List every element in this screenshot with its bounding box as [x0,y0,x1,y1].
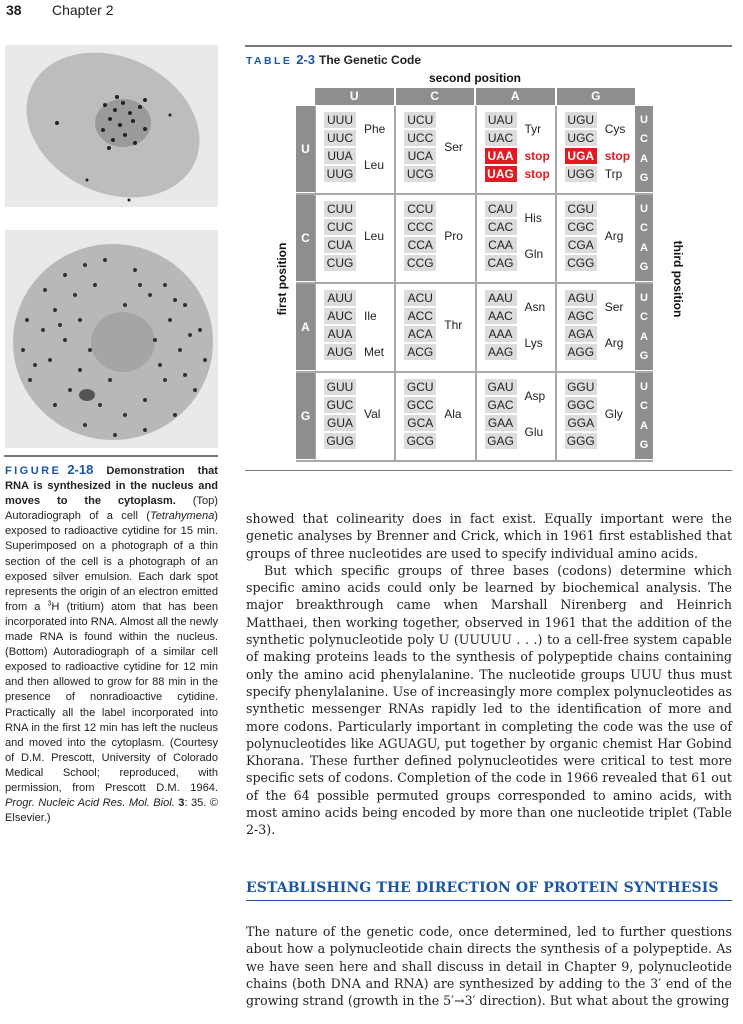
first-position-base: A [296,284,315,371]
codon: CGC [565,219,597,235]
third-position-bases [635,195,653,282]
amino-acid-label: Cys [604,122,626,136]
caption-text: (tritium) atom that has been incorporated into RNA. Almost all the newly made RNA is found within the nucleus. (Bottom) Autoradiograph of a similar cell exposed to radioactive cytidine for 12 min and then allowed to grow for 88 min in the presence of nonradioactive cytidine. Practically all the label incorporated into RNA in the first 12 min has left the nucleus and moved into the cytoplasm. (Courtesy of D.M. Prescott, University of Colorado Medical School; reproduced, with permission, from Prescott D.M. 1964. [5,600,218,794]
col-head-u: U [315,88,396,105]
amino-acid-label: Ser [444,140,463,154]
amino-acid-label: Arg [604,336,624,350]
page-header [6,2,114,24]
codon: UCU [404,112,436,128]
third-position-base: U [640,202,648,215]
figure-number: 2-18 [67,462,94,477]
paragraph: showed that colinearity does in fact exist. Equally important were the genetic analyses by Brenner and Crick, which in 1961 first established that groups of three nucleotides are used to specify individual amino acids. [246,511,732,561]
third-position-base: C [640,133,648,146]
codon: UGU [565,112,597,128]
codon: AUU [324,290,356,306]
codon: ACA [404,326,436,342]
first-position-base: U [296,106,315,193]
paragraph: The nature of the genetic code, once determined, led to further questions about how a polynucleotide chain directs the synthesis of a polypeptide. As we have seen here and shall discuss in detail in Chapter 9, polynucleotide chains (both DNA and RNA) are synthesized by adding to the 3′ end of the growing strand (growth in the 5′→3′ direction). But what about the growing [246,924,732,1009]
codon: CGU [565,201,597,217]
page-number: 38 [6,2,22,18]
caption-organism: Tetrahymena [149,510,215,523]
amino-acid-label: Asn [524,300,546,314]
col-head-a: A [476,88,557,105]
codon: CUG [324,255,356,271]
codon: GGA [565,415,597,431]
codon: UAC [485,130,517,146]
codon: CAG [485,255,517,271]
codon: GAA [485,415,517,431]
third-position-base: U [640,113,648,126]
codon-cell [557,195,635,282]
codon-row [296,284,653,373]
codon-cell [557,373,635,460]
codon: GAG [485,433,517,449]
amino-acid-label: Ser [604,300,624,314]
codon: AUA [324,326,356,342]
codon: UCA [404,148,436,164]
amino-acid-label: Leu [364,158,385,172]
codon: UUG [324,166,356,182]
codon-cell [477,284,557,371]
codon: AUC [324,308,356,324]
isotope-symbol: H [51,600,60,613]
codon: GUG [324,433,356,449]
codon-cell [557,284,635,371]
third-position-label: third position [671,240,685,318]
codon: CCG [404,255,436,271]
codon: AUG [324,344,356,360]
codon-cell [396,284,476,371]
codon: GGC [565,397,597,413]
codon: ACG [404,344,436,360]
codon: AAA [485,326,517,342]
amino-acid-label: Lys [524,336,543,350]
codon: UCC [404,130,436,146]
caption-text: : 35. © Elsevier.) [5,797,218,825]
figure-title: Demonstration that RNA is synthesized in the nucleus and moves to the cytoplasm. [5,465,218,508]
caption-text: ) exposed to radioactive cytidine for 15 min. Superimposed on a photograph of a thin section of the cell is a photograph of an exposed silver emulsion. Each dark spot represents the origin of an electron emitted from a [5,510,218,613]
third-position-base: A [640,330,648,343]
stop-codon: UGA [565,148,597,164]
codon: AAC [485,308,517,324]
codon: AGC [565,308,597,324]
col-head-c: C [396,88,477,105]
codon: GCG [404,433,436,449]
third-position-bases [635,284,653,371]
stop-codon: UAG [485,166,517,182]
codon: CUA [324,237,356,253]
amino-acid-label: Gln [524,247,544,261]
first-position-label: first position [275,242,289,316]
codon: CAA [485,237,517,253]
codon-cell [477,195,557,282]
codon: AGU [565,290,597,306]
paragraph: But which specific groups of three bases (codons) determine which specific amino acids could only be learned by biochemical analysis. The major breakthrough came when Marshall Nirenberg and Heinrich Matthaei, then working together, observed in 1961 that the addition of the synthetic polynucleotide poly U (UUUUU . . .) to a cell-free system capable of making proteins leads to the synthesis of polypeptide chains containing only the amino acid phenylalanine. The nucleotide groups UUU thus must specify phenylalanine. Use of increasingly more complex polynucleotides as synthetic messenger RNAs rapidly led to the identification of more and more codons. Particularly important in completing the code was the use of polynucleotides like AGUAGU, put together by organic chemist Har Gobind Khorana. These further defined polynucleotides were critical to test more specific sets of codons. Completion of the code in 1966 revealed that 61 out of the 64 possible permuted groups corresponded to amino acids, with most amino acids being encoded by more than one nucleotide triplet (Table 2-3). [246,562,732,838]
amino-acid-label: Asp [524,389,546,403]
codon-cell [316,195,396,282]
codon: CCA [404,237,436,253]
codon-cell [557,106,635,193]
stop-label: stop [604,149,631,163]
amino-acid-label: Gly [604,407,623,421]
codon: GAU [485,379,517,395]
codon: CUU [324,201,356,217]
amino-acid-label: Thr [444,318,463,332]
body-text-top [246,510,732,839]
third-position-base: C [640,400,648,413]
codon: CGA [565,237,597,253]
codon: CAC [485,219,517,235]
codon: AAG [485,344,517,360]
codon: UGC [565,130,597,146]
codon-cell [477,373,557,460]
codon: CUC [324,219,356,235]
third-position-bases [635,373,653,460]
genetic-code-grid [296,106,653,462]
amino-acid-label: Ile [364,309,377,323]
figure-rule [4,455,218,457]
codon: AAU [485,290,517,306]
second-position-headers [315,88,635,105]
third-position-base: G [639,350,649,363]
table-number: 2-3 [296,52,316,67]
isotope-mass: 3 [47,600,52,608]
codon-row [296,106,653,195]
codon: AGA [565,326,597,342]
codon: ACU [404,290,436,306]
caption-journal: Progr. Nucleic Acid Res. Mol. Biol. [5,797,175,810]
amino-acid-label: Trp [604,167,623,181]
codon: GUA [324,415,356,431]
codon-cell [316,284,396,371]
codon-row [296,373,653,462]
codon: UCG [404,166,436,182]
figure-caption [5,462,218,826]
chapter-title: Chapter 2 [52,2,114,18]
codon-cell [396,195,476,282]
codon: CGG [565,255,597,271]
codon: GUC [324,397,356,413]
col-head-g: G [557,88,636,105]
third-position-base: G [639,439,649,452]
codon: GCA [404,415,436,431]
body-text-bottom [246,923,732,1009]
third-position-base: G [639,172,649,185]
table-title [246,52,421,67]
amino-acid-label: Arg [604,229,624,243]
amino-acid-label: Met [364,345,385,359]
codon-cell [396,106,476,193]
third-position-base: A [640,419,648,432]
caption-text: (Top) Autoradiograph of a cell ( [5,495,218,523]
codon-row [296,195,653,284]
third-position-base: A [640,241,648,254]
codon: UUC [324,130,356,146]
third-position-base: U [640,380,648,393]
amino-acid-label: Phe [364,122,386,136]
third-position-base: C [640,311,648,324]
codon: CCU [404,201,436,217]
amino-acid-label: Val [364,407,381,421]
third-position-base: G [639,261,649,274]
stop-label: stop [524,167,550,181]
codon: UGG [565,166,597,182]
autoradiograph-bottom [5,230,218,448]
amino-acid-label: Ala [444,407,462,421]
third-position-bases [635,106,653,193]
amino-acid-label: Glu [524,425,544,439]
figure-label: FIGURE [5,465,62,477]
codon: AGG [565,344,597,360]
autoradiograph-top [5,45,218,207]
codon: GCC [404,397,436,413]
codon: GCU [404,379,436,395]
second-position-label: second position [428,71,521,85]
amino-acid-label: Leu [364,229,385,243]
codon: CCC [404,219,436,235]
codon: CAU [485,201,517,217]
third-position-base: U [640,291,648,304]
stop-label: stop [524,149,550,163]
codon: UUA [324,148,356,164]
codon: GUU [324,379,356,395]
first-position-base: G [296,373,315,460]
table-rule-bottom [245,470,732,471]
stop-codon: UAA [485,148,517,164]
third-position-base: A [640,152,648,165]
codon: GAC [485,397,517,413]
codon: GGG [566,434,595,448]
codon: GGU [565,379,597,395]
codon: UUU [324,112,356,128]
table-rule-top [245,45,732,47]
codon: ACC [404,308,436,324]
codon-cell [396,373,476,460]
codon: UAU [485,112,517,128]
amino-acid-label: Pro [444,229,463,243]
first-position-base: C [296,195,315,282]
codon-cell [316,106,396,193]
codon-cell [316,373,396,460]
section-heading: ESTABLISHING THE DIRECTION OF PROTEIN SYNTHESIS [246,880,732,901]
third-position-base: C [640,222,648,235]
table-name: The Genetic Code [319,53,422,67]
table-label: TABLE [246,55,293,67]
amino-acid-label: His [524,211,542,225]
amino-acid-label: Tyr [524,122,542,136]
caption-volume: 3 [174,797,185,810]
codon-cell [477,106,557,193]
